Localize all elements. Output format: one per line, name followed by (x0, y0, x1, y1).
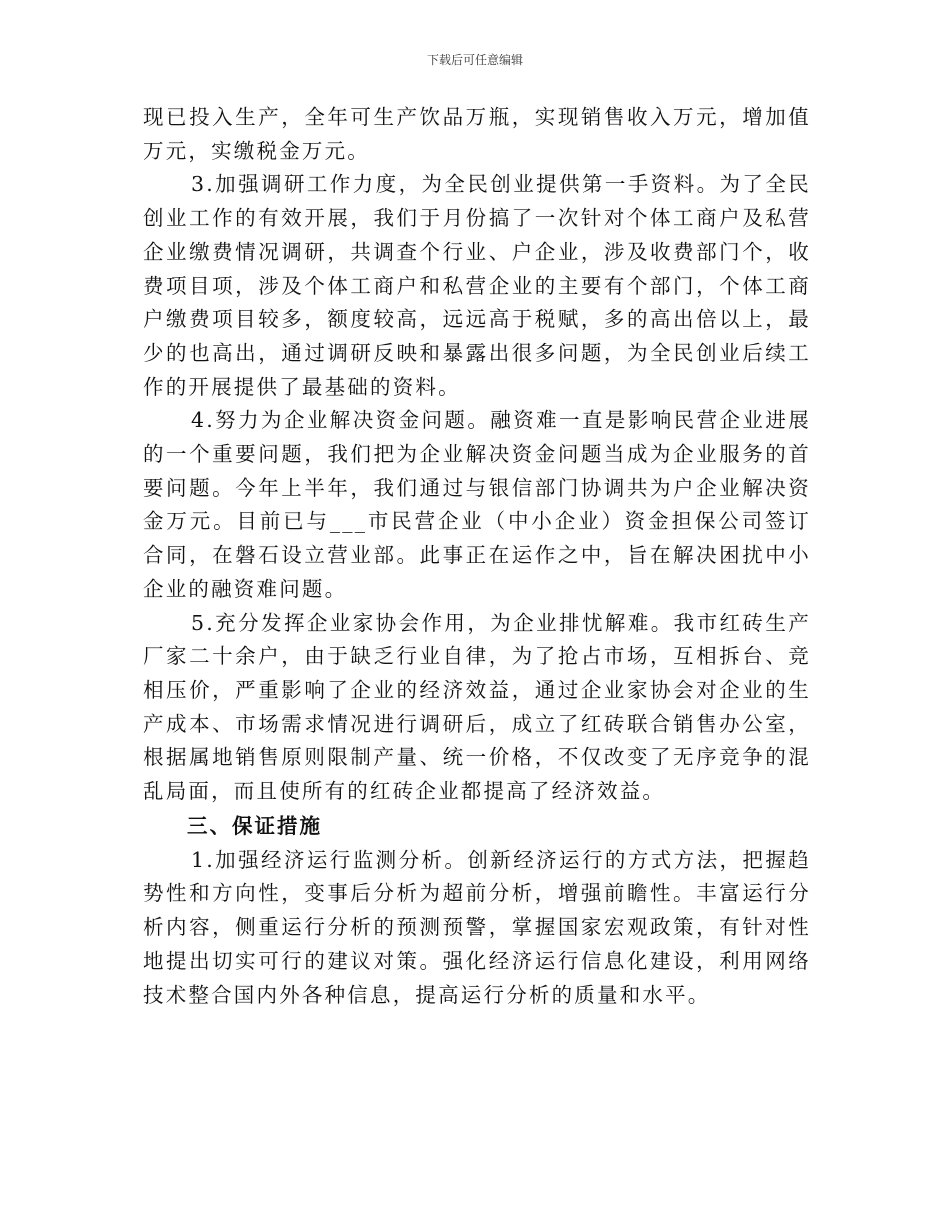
paragraph-measure-1: 1.加强经济运行监测分析。创新经济运行的方式方法，把握趋势性和方向性，变事后分析为超前分析，增强前瞻性。丰富运行分析内容，侧重运行分析的预测预警，掌握国家宏观政策，有针对性地提出切实可行的建议对策。强化经济运行信息化建设，利用网络技术整合国内外各种信息，提高运行分析的质量和水平。 (143, 847, 811, 1007)
document-body (143, 101, 811, 1012)
paragraph-item-3: 3.加强调研工作力度，为全民创业提供第一手资料。为了全民创业工作的有效开展，我们于月份搞了一次针对个体工商户及私营企业缴费情况调研，共调查个行业、户企业，涉及收费部门个，收费项目项，涉及个体工商户和私营企业的主要有个部门，个体工商户缴费项目较多，额度较高，远远高于税赋，多的高出倍以上，最少的也高出，通过调研反映和暴露出很多问题，为全民创业后续工作的开展提供了最基础的资料。 (143, 172, 811, 399)
page-header: 下载后可任意编辑 (426, 53, 523, 67)
paragraph-item-4: 4.努力为企业解决资金问题。融资难一直是影响民营企业进展的一个重要问题，我们把为企业解决资金问题当成为企业服务的首要问题。今年上半年，我们通过与银信部门协调共为户企业解决资金万元。目前已与___市民营企业（中小企业）资金担保公司签订合同，在磐石设立营业部。此事正在运作之中，旨在解决困扰中小企业的融资难问题。 (143, 408, 811, 601)
paragraph-item-5: 5.充分发挥企业家协会作用，为企业排忧解难。我市红砖生产厂家二十余户，由于缺乏行业自律，为了抢占市场，互相拆台、竞相压价，严重影响了企业的经济效益，通过企业家协会对企业的生产成本、市场需求情况进行调研后，成立了红砖联合销售办公室，根据属地销售原则限制产量、统一价格，不仅改变了无序竞争的混乱局面，而且使所有的红砖企业都提高了经济效益。 (143, 610, 811, 804)
paragraph-continuation: 现已投入生产，全年可生产饮品万瓶，实现销售收入万元，增加值万元，实缴税金万元。 (143, 105, 811, 163)
section-heading: 三、保证措施 (187, 813, 322, 838)
